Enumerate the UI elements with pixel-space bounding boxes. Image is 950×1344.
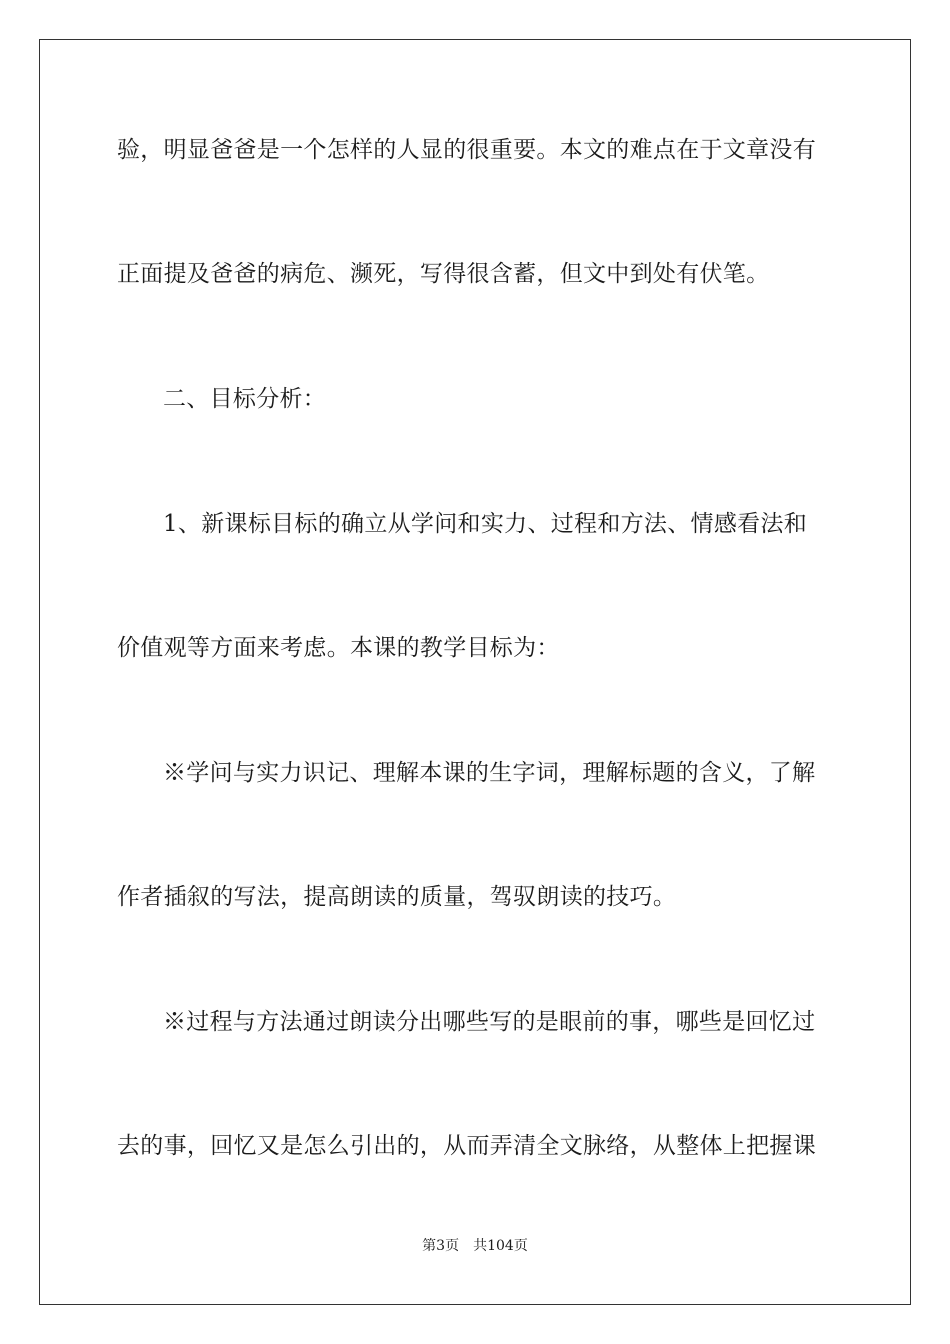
body-line-6: ※学问与实力识记、理解本课的生字词，理解标题的含义，了解: [163, 760, 816, 786]
body-line-2: 正面提及爸爸的病危、濒死，写得很含蓄，但文中到处有伏笔。: [117, 261, 770, 287]
page-number: 第3页: [422, 1238, 460, 1254]
page-frame: [39, 39, 911, 1305]
body-line-1: 验，明显爸爸是一个怎样的人显的很重要。本文的难点在于文章没有: [117, 137, 816, 163]
body-line-9: 去的事，回忆又是怎么引出的，从而弄清全文脉络，从整体上把握课: [117, 1133, 816, 1159]
body-line-7: 作者插叙的写法，提高朗读的质量，驾驭朗读的技巧。: [117, 884, 677, 910]
page-footer: [0, 1236, 950, 1256]
body-line-5: 价值观等方面来考虑。本课的教学目标为：: [117, 635, 560, 661]
page-total: 共104页: [473, 1238, 528, 1254]
body-line-4: 1、新课标目标的确立从学问和实力、过程和方法、情感看法和: [163, 511, 808, 537]
section-heading: 二、目标分析：: [163, 386, 327, 412]
body-line-8: ※过程与方法通过朗读分出哪些写的是眼前的事，哪些是回忆过: [163, 1009, 816, 1035]
